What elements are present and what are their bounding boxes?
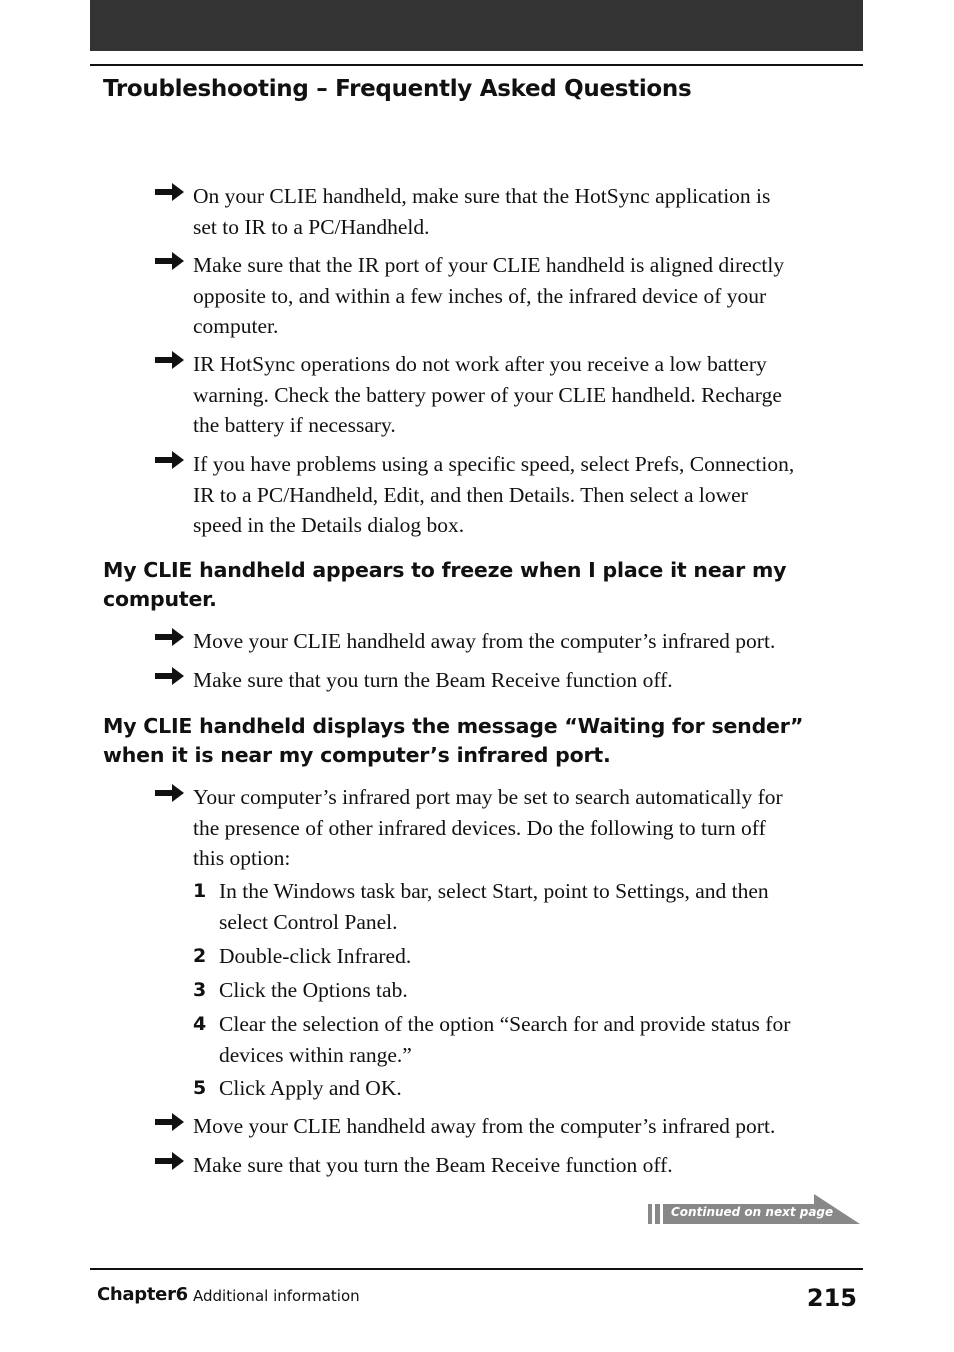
continued-next-page-tab [648, 1193, 862, 1225]
step-text: Clear the selection of the option “Search for and provide status for devices within range.” [219, 1012, 791, 1067]
arrow-icon [155, 350, 185, 370]
step-number: 1 [193, 880, 207, 902]
header-bar [90, 0, 863, 51]
arrow-icon [155, 783, 185, 803]
arrow-icon [155, 627, 185, 647]
bullet-text: Move your CLIE handheld away from the computer’s infrared port. [193, 629, 776, 653]
arrow-icon [155, 251, 185, 271]
arrow-icon [155, 182, 185, 202]
chapter-label: Chapter6 [97, 1284, 188, 1305]
footer-rule [90, 1268, 863, 1270]
bullet-text: If you have problems using a specific speed, select Prefs, Connection, IR to a PC/Handheld, Edit, and then Details. Then select a lower speed in the Details dialog box. [193, 452, 795, 537]
bullet-text: Make sure that you turn the Beam Receive function off. [193, 668, 673, 692]
bullet-text: IR HotSync operations do not work after you receive a low battery warning. Check the battery power of your CLIE handheld. Recharge the battery if necessary. [193, 352, 782, 437]
continued-label: Continued on next page [671, 1205, 834, 1219]
step-number: 4 [193, 1013, 207, 1035]
bullet-text: Make sure that you turn the Beam Receive function off. [193, 1153, 673, 1177]
arrow-icon [155, 450, 185, 470]
step-number: 5 [193, 1077, 207, 1099]
bullet-text: Your computer’s infrared port may be set to search automatically for the presence of other infrared devices. Do the following to turn off this option: [193, 785, 783, 870]
step-text: Click the Options tab. [219, 978, 408, 1002]
step-text: Double-click Infrared. [219, 944, 412, 968]
bullet-text: On your CLIE handheld, make sure that the HotSync application is set to IR to a PC/Handheld. [193, 184, 771, 239]
header-rule [90, 64, 863, 66]
question-heading: My CLIE handheld appears to freeze when I place it near my computer. [103, 558, 787, 611]
step-number: 2 [193, 945, 207, 967]
chapter-subtitle: Additional information [193, 1287, 360, 1305]
bullet-text: Make sure that the IR port of your CLIE handheld is aligned directly opposite to, and within a few inches of, the infrared device of your computer. [193, 253, 785, 338]
page-number: 215 [806, 1284, 857, 1312]
page-title: Troubleshooting – Frequently Asked Questions [103, 76, 692, 102]
arrow-icon [155, 666, 185, 686]
step-number: 3 [193, 979, 207, 1001]
bullet-text: Move your CLIE handheld away from the computer’s infrared port. [193, 1114, 776, 1138]
arrow-icon [155, 1112, 185, 1132]
arrow-icon [155, 1151, 185, 1171]
question-heading: My CLIE handheld displays the message “Waiting for sender” when it is near my computer’s infrared port. [103, 714, 804, 767]
step-text: In the Windows task bar, select Start, point to Settings, and then select Control Panel. [219, 879, 769, 934]
step-text: Click Apply and OK. [219, 1076, 402, 1100]
